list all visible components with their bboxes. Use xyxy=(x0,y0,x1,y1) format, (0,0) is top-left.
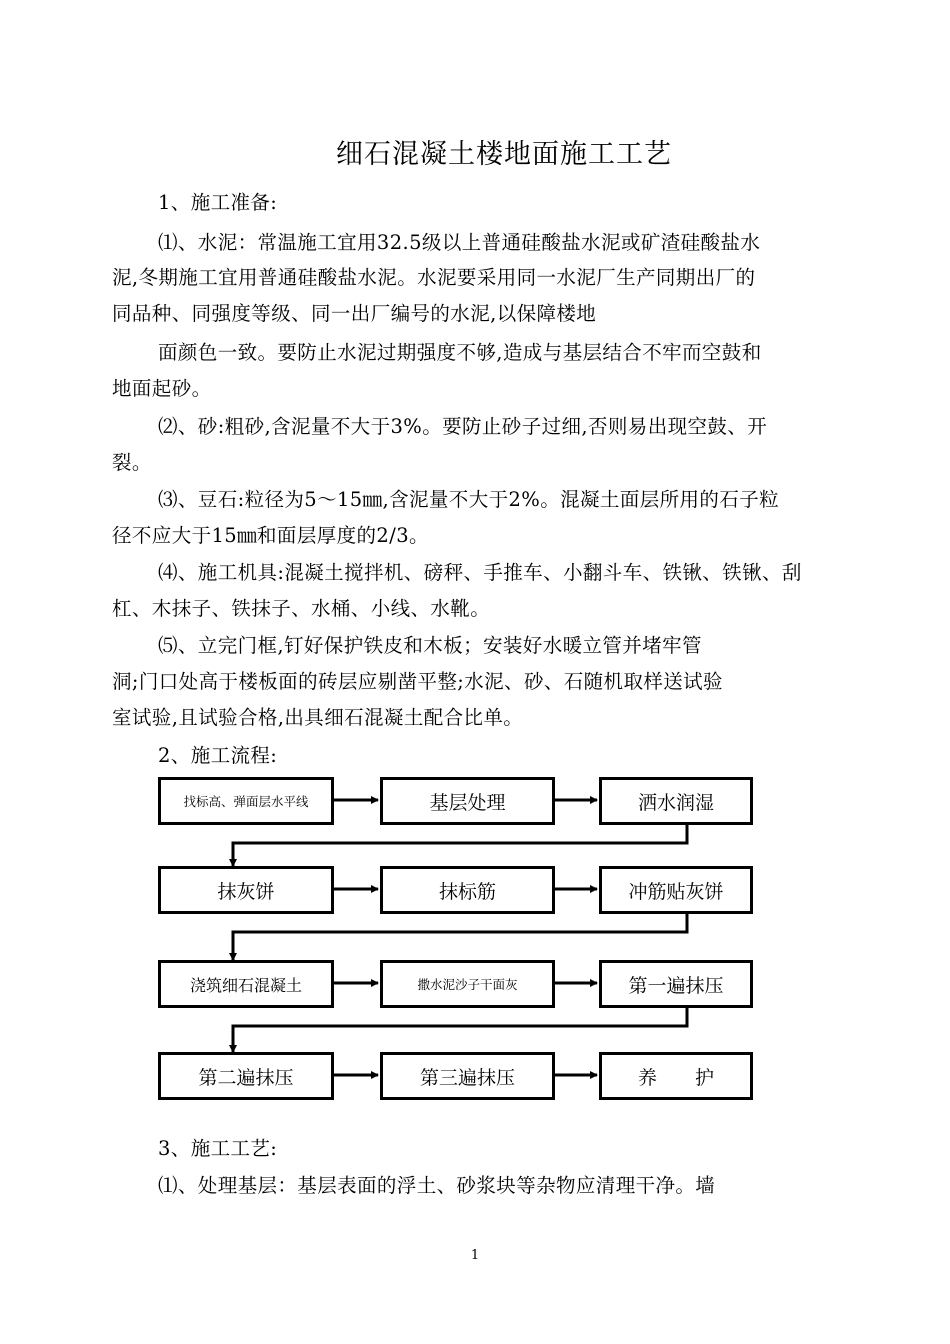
flow-step: 冲筋贴灰饼 xyxy=(599,866,753,914)
body-line: 杠、木抹子、铁抹子、水桶、小线、水靴。 xyxy=(112,597,491,620)
body-line: ⑴、处理基层：基层表面的浮土、砂浆块等杂物应清理干净。墙 xyxy=(158,1174,716,1197)
body-line: 1、施工准备: xyxy=(158,191,278,214)
flow-step: 第二遍抹压 xyxy=(158,1052,334,1100)
body-line: 室试验,且试验合格,出具细石混凝土配合比单。 xyxy=(112,706,524,729)
body-line: 面颜色一致。要防止水泥过期强度不够,造成与基层结合不牢而空鼓和 xyxy=(158,341,762,364)
section-heading: 2、施工流程: xyxy=(158,744,278,767)
body-line: ⑷、施工机具:混凝土搅拌机、磅秤、手推车、小翻斗车、铁锹、铁锹、刮 xyxy=(158,561,802,584)
body-line: 地面起砂。 xyxy=(112,377,212,400)
arrow xyxy=(233,914,687,960)
body-line: ⑵、砂:粗砂,含泥量不大于3%。要防止砂子过细,否则易出现空鼓、开 xyxy=(158,415,768,438)
body-line: ⑸、立完门框,钉好保护铁皮和木板；安装好水暖立管并堵牢管 xyxy=(158,634,702,657)
flow-step: 第一遍抹压 xyxy=(599,960,753,1008)
flow-step: 基层处理 xyxy=(380,777,555,825)
body-line: 洞;门口处高于楼板面的砖层应剔凿平整;水泥、砂、石随机取样送试验 xyxy=(112,670,723,693)
body-line: 同品种、同强度等级、同一出厂编号的水泥,以保障楼地 xyxy=(112,302,597,325)
flow-step: 抹标筋 xyxy=(380,866,555,914)
body-line: 径不应大于15㎜和面层厚度的2/3。 xyxy=(112,524,429,547)
section-heading: 3、施工工艺: xyxy=(158,1137,278,1160)
flow-step: 洒水润湿 xyxy=(599,777,753,825)
flow-step: 抹灰饼 xyxy=(158,866,334,914)
page-title: 细石混凝土楼地面施工工艺 xyxy=(336,139,672,170)
body-line: 泥,冬期施工宜用普通硅酸盐水泥。水泥要采用同一水泥厂生产同期出厂的 xyxy=(112,266,756,289)
page-number: 1 xyxy=(470,1248,480,1263)
flow-step: 撒水泥沙子干面灰 xyxy=(380,960,555,1008)
flow-step: 浇筑细石混凝土 xyxy=(158,960,334,1008)
flow-step: 找标高、弹面层水平线 xyxy=(158,777,334,825)
flow-step: 养 护 xyxy=(599,1052,753,1100)
body-line: ⑶、豆石:粒径为5～15㎜,含泥量不大于2%。混凝土面层所用的石子粒 xyxy=(158,488,780,511)
arrow xyxy=(233,1008,687,1052)
body-line: ⑴、水泥：常温施工宜用32.5级以上普通硅酸盐水泥或矿渣硅酸盐水 xyxy=(158,231,761,254)
flow-step: 第三遍抹压 xyxy=(380,1052,555,1100)
arrow xyxy=(233,825,687,866)
body-line: 裂。 xyxy=(112,451,152,474)
